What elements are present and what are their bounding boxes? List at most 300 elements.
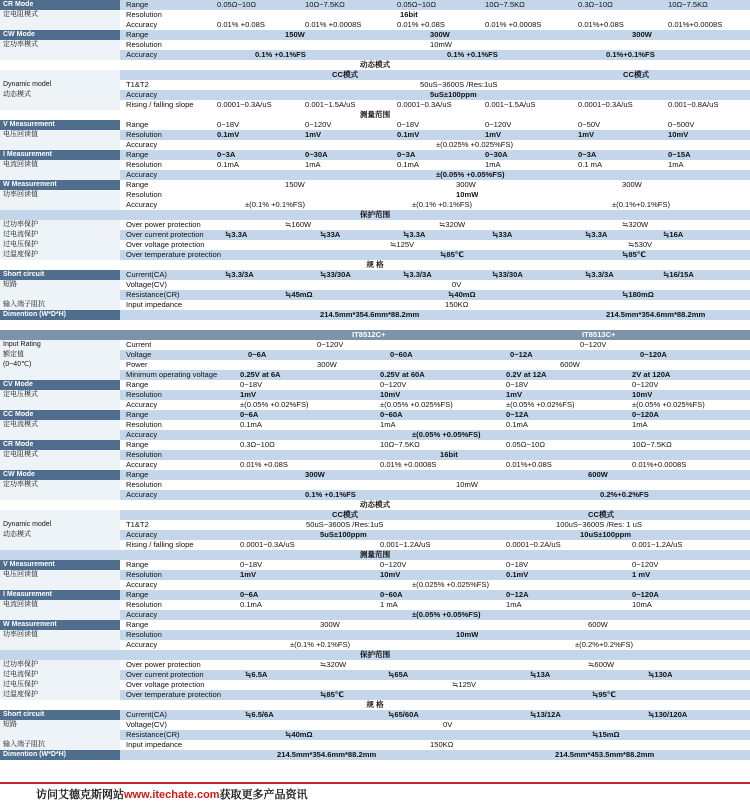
spec-value: 214.5mm*354.6mm*88.2mm [320, 310, 420, 319]
row-label: Dimention (W*D*H) [0, 750, 120, 760]
spec-value: 0.3Ω~10Ω [240, 440, 275, 449]
spec-value: 0~60A [380, 410, 403, 419]
param-name: Range [126, 470, 149, 479]
spec-value: ±(0.1% +0.1%FS) [245, 200, 306, 209]
row-label: Short circuit [0, 710, 120, 720]
param-name: Resolution [126, 190, 162, 199]
row-label: 电流回读值 [0, 160, 120, 170]
row-label [0, 640, 120, 650]
row-label: Dynamic model [0, 520, 120, 530]
spec-row [0, 370, 750, 380]
spec-row [0, 690, 750, 700]
spec-value: 10mW [430, 40, 452, 49]
spec-value: ≒160W [285, 220, 312, 229]
section-heading: 测量范围 [359, 550, 391, 559]
row-label: W Measurement [0, 180, 120, 190]
param-name: Resolution [126, 480, 162, 489]
spec-value: 10uS±100ppm [580, 530, 632, 539]
spec-row [0, 450, 750, 460]
spec-value: 0~12A [510, 350, 533, 359]
param-name: Range [126, 620, 149, 629]
spec-value: 10Ω~7.5KΩ [485, 0, 525, 9]
spec-value: 1mV [305, 130, 322, 139]
param-name: Accuracy [126, 580, 158, 589]
spec-row [0, 100, 750, 110]
spec-row [0, 340, 750, 350]
param-name: Voltage(CV) [126, 720, 167, 729]
row-label: 电压回读值 [0, 130, 120, 140]
spec-value: ±(0.1% +0.1%FS) [412, 200, 473, 209]
spec-value: 0.01%+0.0008S [668, 20, 723, 29]
param-name: Accuracy [126, 460, 158, 469]
spec-value: 0~120V [632, 380, 659, 389]
row-label [0, 370, 120, 380]
spec-row [0, 680, 750, 690]
param-name: Over temperature protection [126, 690, 221, 699]
spec-value: 0~60A [380, 590, 403, 599]
row-label: 过功率保护 [0, 220, 120, 230]
param-name: Rising / falling slope [126, 540, 194, 549]
row-label: 定电阻模式 [0, 450, 120, 460]
spec-value: 1mV [506, 390, 523, 399]
spec-value: 10mV [380, 390, 401, 399]
row-label: (0~40℃) [0, 360, 120, 370]
param-name: Range [126, 410, 149, 419]
spec-row [0, 210, 750, 220]
spec-value: ≒125V [390, 240, 415, 249]
spec-value: 0~30A [305, 150, 328, 159]
param-name: Over current protection [126, 230, 204, 239]
param-name: Accuracy [126, 430, 158, 439]
param-name: Resistance(CR) [126, 290, 180, 299]
row-label: 过电流保护 [0, 230, 120, 240]
spec-value: 0.1mA [397, 160, 419, 169]
spec-value: 5uS±100ppm [430, 90, 477, 99]
spec-row [0, 300, 750, 310]
spec-row [0, 510, 750, 520]
spec-row [0, 750, 750, 760]
row-label [0, 170, 120, 180]
spec-value: ≒85℃ [320, 690, 345, 699]
param-name: Power [126, 360, 148, 369]
footer-link[interactable]: www.itechate.com [124, 789, 220, 801]
row-label: 过温度保护 [0, 690, 120, 700]
param-name: Over power protection [126, 660, 201, 669]
spec-value: 10mW [456, 630, 479, 639]
spec-value: 10mV [668, 130, 689, 139]
spec-value: 300W [632, 30, 652, 39]
spec-row [0, 90, 750, 100]
spec-value: 600W [588, 470, 608, 479]
spec-row [0, 290, 750, 300]
spec-value: 0.0001~0.2A/uS [506, 540, 561, 549]
spec-value: 0.05Ω~10Ω [397, 0, 437, 9]
spec-value: 0~120V [305, 120, 332, 129]
spec-row [0, 460, 750, 470]
row-label: 电流回读值 [0, 600, 120, 610]
spec-row [0, 120, 750, 130]
spec-row [0, 530, 750, 540]
spec-value: 10Ω~7.5KΩ [305, 0, 345, 9]
spec-value: ≒3.3/3A [585, 270, 614, 279]
spec-value: ±(0.05% +0.05%FS) [436, 170, 505, 179]
spec-value: CC模式 [332, 510, 359, 519]
spec-row [0, 310, 750, 320]
spec-row [0, 350, 750, 360]
row-label [0, 70, 120, 80]
spec-value: 2V at 120A [632, 370, 671, 379]
spec-value: 1mV [240, 390, 257, 399]
spec-row [0, 640, 750, 650]
spec-value: ≒15mΩ [592, 730, 620, 739]
spec-value: CC模式 [623, 70, 650, 79]
spec-row [0, 190, 750, 200]
spec-value: ±(0.05% +0.05%FS) [412, 610, 481, 619]
spec-value: 10mW [456, 190, 479, 199]
spec-value: 0.1mV [217, 130, 240, 139]
param-name: Voltage [126, 350, 152, 359]
param-name: Resolution [126, 570, 162, 579]
spec-row [0, 280, 750, 290]
param-name: Current(CA) [126, 270, 167, 279]
spec-value: ≒125V [452, 680, 477, 689]
spec-value: 214.5mm*354.6mm*88.2mm [606, 310, 706, 319]
spec-value: 0~12A [506, 590, 529, 599]
spec-row [0, 540, 750, 550]
row-label: 过电压保护 [0, 240, 120, 250]
row-label: CR Mode [0, 0, 120, 10]
spec-value: IT8512C+ [352, 330, 386, 339]
row-label: W Measurement [0, 620, 120, 630]
row-label: 定电阻模式 [0, 10, 120, 20]
spec-value: 0~120V [380, 380, 407, 389]
spec-value: 5uS±100ppm [320, 530, 367, 539]
spec-value: 0.01% +0.08S [397, 20, 445, 29]
footer-prefix: 访问艾德克斯网站 [36, 789, 124, 801]
spec-value: 0.0001~0.3A/uS [397, 100, 452, 109]
section-heading: 测量范围 [359, 110, 391, 119]
spec-row [0, 650, 750, 660]
spec-row [0, 130, 750, 140]
spec-value: 10Ω~7.5KΩ [380, 440, 420, 449]
spec-value: ±(0.05% +0.02%FS) [240, 400, 309, 409]
spec-value: 100uS~3600S /Res: 1 uS [556, 520, 642, 529]
spec-row [0, 10, 750, 20]
spec-value: 0~120A [640, 350, 667, 359]
spec-value: ≒33A [492, 230, 513, 239]
row-label: Short circuit [0, 270, 120, 280]
spec-row [0, 730, 750, 740]
param-name: Minimum operating voltage [126, 370, 218, 379]
section-heading: 动态模式 [359, 500, 391, 509]
param-name: Rising / falling slope [126, 100, 194, 109]
spec-row [0, 240, 750, 250]
spec-value: ≒13/12A [530, 710, 561, 719]
spec-row [0, 70, 750, 80]
spec-row [0, 260, 750, 270]
spec-value: ≒65/60A [388, 710, 419, 719]
spec-row [0, 220, 750, 230]
spec-row [0, 500, 750, 510]
row-label [0, 540, 120, 550]
spec-row [0, 150, 750, 160]
spec-value: 0.25V at 60A [380, 370, 425, 379]
spec-value: 0.001~1.5A/uS [485, 100, 536, 109]
spec-value: 10mW [456, 480, 478, 489]
param-name: Over voltage protection [126, 240, 205, 249]
spec-row [0, 480, 750, 490]
row-label: Dimention (W*D*H) [0, 310, 120, 320]
spec-value: 214.5mm*453.5mm*88.2mm [555, 750, 655, 759]
spec-value: ≒320W [622, 220, 649, 229]
spec-row [0, 630, 750, 640]
row-label: CC Mode [0, 410, 120, 420]
spec-value: 0~18V [506, 560, 529, 569]
param-name: Current(CA) [126, 710, 167, 719]
spec-value: ≒33/30A [320, 270, 351, 279]
spec-value: 0.1% +0.1%FS [305, 490, 356, 499]
param-name: Current [126, 340, 152, 349]
spec-value: 0.1%+0.1%FS [606, 50, 655, 59]
spec-value: 16bit [400, 10, 418, 19]
param-name: T1&T2 [126, 80, 149, 89]
spec-row [0, 50, 750, 60]
row-label [0, 290, 120, 300]
spec-value: ≒320W [320, 660, 347, 669]
row-label: V Measurement [0, 120, 120, 130]
spec-row [0, 700, 750, 710]
param-name: Accuracy [126, 530, 158, 539]
spec-row [0, 670, 750, 680]
spec-row [0, 490, 750, 500]
row-label [0, 460, 120, 470]
row-label: 短路 [0, 720, 120, 730]
spec-value: 0~18V [397, 120, 420, 129]
param-name: Resistance(CR) [126, 730, 180, 739]
spec-value: ≒40mΩ [285, 730, 313, 739]
spec-value: 0.01%+0.08S [578, 20, 624, 29]
spec-value: 0~3A [578, 150, 597, 159]
spec-value: 0.0001~0.3A/uS [217, 100, 272, 109]
row-label [0, 50, 120, 60]
param-name: Over power protection [126, 220, 201, 229]
param-name: Range [126, 590, 149, 599]
spec-value: 0~15A [668, 150, 691, 159]
spec-value: 1mV [578, 130, 595, 139]
spec-value: ±(0.025% +0.025%FS) [412, 580, 489, 589]
spec-value: ≒95℃ [592, 690, 617, 699]
param-name: Resolution [126, 600, 162, 609]
spec-value: CC模式 [588, 510, 615, 519]
spec-value: 0.3Ω~10Ω [578, 0, 613, 9]
spec-value: 50uS~3600S /Res:1uS [420, 80, 498, 89]
spec-row [0, 590, 750, 600]
spec-row [0, 140, 750, 150]
param-name: Range [126, 120, 149, 129]
row-label: CW Mode [0, 470, 120, 480]
spec-value: ≒16/15A [663, 270, 694, 279]
spec-value: 0~60A [390, 350, 413, 359]
row-label: I Measurement [0, 150, 120, 160]
spec-value: ≒130/120A [648, 710, 688, 719]
spec-value: 0.001~0.8A/uS [668, 100, 719, 109]
spec-value: 50uS~3600S /Res:1uS [306, 520, 384, 529]
spec-value: 1 mV [632, 570, 651, 579]
param-name: Resolution [126, 10, 162, 19]
spec-value: 0.05Ω~10Ω [217, 0, 257, 9]
section-heading: 规 格 [366, 700, 384, 709]
row-label: 功率回读值 [0, 630, 120, 640]
spec-value: 0V [443, 720, 453, 729]
param-name: Accuracy [126, 400, 158, 409]
spec-value: 1mV [240, 570, 257, 579]
spec-value: 0~500V [668, 120, 695, 129]
param-name: Over current protection [126, 670, 204, 679]
row-label: 定功率模式 [0, 40, 120, 50]
spec-row [0, 30, 750, 40]
spec-value: ≒3.3A [403, 230, 426, 239]
row-label: CW Mode [0, 30, 120, 40]
spec-row [0, 410, 750, 420]
row-label: 过电流保护 [0, 670, 120, 680]
row-label [0, 730, 120, 740]
spec-value: 150W [285, 180, 305, 189]
row-label: I Measurement [0, 590, 120, 600]
spec-value: 10mV [380, 570, 401, 579]
spec-row [0, 560, 750, 570]
param-name: Accuracy [126, 490, 158, 499]
spec-value: 0.0001~0.3A/uS [578, 100, 633, 109]
spec-value: 0.25V at 6A [240, 370, 281, 379]
spec-value: ≒16A [663, 230, 684, 239]
spec-value: 600W [588, 620, 608, 629]
param-name: Range [126, 0, 149, 9]
spec-value: ≒3.3A [585, 230, 608, 239]
param-name: Over temperature protection [126, 250, 221, 259]
param-name: Resolution [126, 450, 162, 459]
spec-value: ≒85℃ [440, 250, 465, 259]
param-name: Range [126, 440, 149, 449]
row-label [0, 20, 120, 30]
param-name: Range [126, 180, 149, 189]
footer-text [36, 786, 308, 802]
spec-row [0, 400, 750, 410]
spec-value: 150KΩ [445, 300, 469, 309]
spec-row [0, 380, 750, 390]
spec-value: ≒3.3/3A [403, 270, 432, 279]
spec-value: 0.01% +0.08S [240, 460, 288, 469]
section-heading: 规 格 [366, 260, 384, 269]
spec-value: ≒13A [530, 670, 551, 679]
spec-value: 0.01% +0.08S [217, 20, 265, 29]
param-name: Input impedance [126, 300, 183, 309]
row-label: 额定值 [0, 350, 120, 360]
spec-value: 0.001~1.2A/uS [632, 540, 683, 549]
spec-value: 1mA [485, 160, 501, 169]
spec-value: 300W [622, 180, 642, 189]
spec-value: 16bit [440, 450, 458, 459]
spec-value: 0.1 mA [578, 160, 603, 169]
spec-row [0, 160, 750, 170]
spec-value: 1mV [485, 130, 502, 139]
spec-row [0, 270, 750, 280]
spec-value: 0.1mA [240, 600, 262, 609]
spec-value: 0.2V at 12A [506, 370, 547, 379]
spec-value: ±(0.05% +0.025%FS) [380, 400, 453, 409]
section-heading: 动态模式 [359, 60, 391, 69]
spec-value: 0.1mA [217, 160, 239, 169]
spec-value: 150KΩ [430, 740, 454, 749]
row-label [0, 200, 120, 210]
row-label: V Measurement [0, 560, 120, 570]
spec-value: 0~30A [485, 150, 508, 159]
param-name: T1&T2 [126, 520, 149, 529]
row-label: 动态模式 [0, 530, 120, 540]
spec-value: 0~120V [580, 340, 607, 349]
row-label: Dynamic model [0, 80, 120, 90]
section-heading: 保护范围 [359, 650, 391, 659]
spec-value: 10Ω~7.5KΩ [632, 440, 672, 449]
spec-row [0, 180, 750, 190]
spec-value: 0~6A [248, 350, 267, 359]
spec-value: 1mA [632, 420, 648, 429]
param-name: Resolution [126, 130, 162, 139]
param-name: Resolution [126, 160, 162, 169]
row-label: 功率回读值 [0, 190, 120, 200]
spec-value: 0~3A [397, 150, 416, 159]
param-name: Accuracy [126, 200, 158, 209]
spec-value: 0.001~1.2A/uS [380, 540, 431, 549]
spec-value: ≒6.5A [245, 670, 268, 679]
spec-value: 0.1% +0.1%FS [255, 50, 306, 59]
row-label [0, 140, 120, 150]
spec-value: ±(0.1% +0.1%FS) [290, 640, 351, 649]
spec-row [0, 470, 750, 480]
spec-row [0, 170, 750, 180]
spec-row [0, 390, 750, 400]
spec-row [0, 550, 750, 560]
spec-value: ≒33/30A [492, 270, 523, 279]
spec-value: ≒65A [388, 670, 409, 679]
spec-value: 300W [320, 620, 340, 629]
spec-value: CC模式 [332, 70, 359, 79]
footer-rule [0, 782, 750, 784]
spec-value: ≒45mΩ [285, 290, 313, 299]
row-label: 动态模式 [0, 90, 120, 100]
spec-value: 10Ω~7.5KΩ [668, 0, 708, 9]
row-label: 定电流模式 [0, 420, 120, 430]
spec-value: 0.01% +0.0008S [380, 460, 437, 469]
spec-row [0, 230, 750, 240]
spec-row [0, 440, 750, 450]
row-label [0, 100, 120, 110]
row-label [0, 610, 120, 620]
spec-value: 150W [285, 30, 305, 39]
spec-row [0, 330, 750, 340]
spec-row [0, 110, 750, 120]
spec-value: 0~18V [506, 380, 529, 389]
spec-value: ≒33A [320, 230, 341, 239]
param-name: Resolution [126, 40, 162, 49]
spec-row [0, 360, 750, 370]
row-label: Input Rating [0, 340, 120, 350]
param-name: Range [126, 150, 149, 159]
spec-value: 0.2%+0.2%FS [600, 490, 649, 499]
param-name: Accuracy [126, 610, 158, 619]
spec-value: 0.1mV [506, 570, 529, 579]
spec-value: ±(0.05% +0.02%FS) [506, 400, 575, 409]
spec-value: 0~18V [240, 380, 263, 389]
